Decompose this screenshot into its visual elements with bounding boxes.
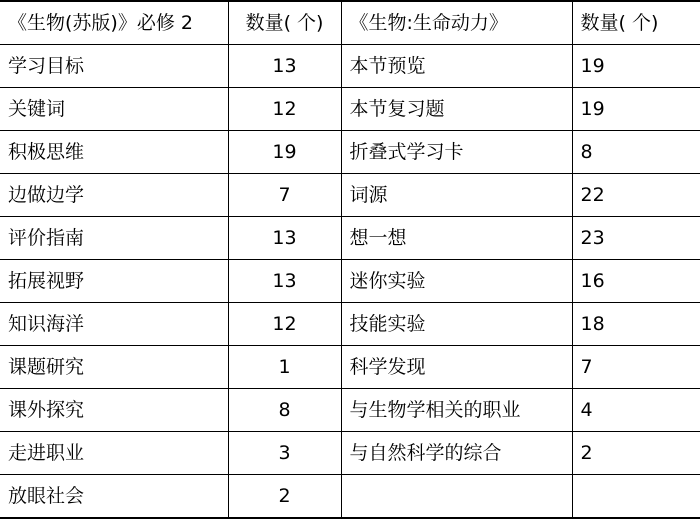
cell-right-count: 19	[572, 45, 700, 88]
cell-left-count: 8	[228, 389, 341, 432]
cell-left-label: 课外探究	[0, 389, 228, 432]
table-row	[0, 88, 700, 131]
column-header-count-b: 数量( 个)	[572, 1, 700, 45]
cell-left-label: 课题研究	[0, 346, 228, 389]
table-row	[0, 303, 700, 346]
cell-left-count: 19	[228, 131, 341, 174]
cell-left-count: 3	[228, 432, 341, 475]
cell-left-count: 1	[228, 346, 341, 389]
cell-right-label: 想一想	[341, 217, 572, 260]
table-row	[0, 389, 700, 432]
cell-right-count: 18	[572, 303, 700, 346]
cell-right-label: 折叠式学习卡	[341, 131, 572, 174]
cell-right-label: 迷你实验	[341, 260, 572, 303]
table-row	[0, 260, 700, 303]
column-header-textbook-a: 《生物(苏版)》必修 2	[0, 1, 228, 45]
table-row	[0, 432, 700, 475]
column-header-textbook-b: 《生物:生命动力》	[341, 1, 572, 45]
cell-left-label: 边做边学	[0, 174, 228, 217]
cell-left-count: 13	[228, 45, 341, 88]
table-row	[0, 174, 700, 217]
cell-right-label	[341, 475, 572, 519]
table-row	[0, 131, 700, 174]
cell-right-label: 技能实验	[341, 303, 572, 346]
cell-right-count: 16	[572, 260, 700, 303]
cell-left-count: 12	[228, 88, 341, 131]
cell-left-label: 评价指南	[0, 217, 228, 260]
cell-left-label: 拓展视野	[0, 260, 228, 303]
cell-left-count: 12	[228, 303, 341, 346]
table-header-row	[0, 1, 700, 45]
cell-left-label: 走进职业	[0, 432, 228, 475]
cell-right-label: 本节预览	[341, 45, 572, 88]
cell-right-label: 词源	[341, 174, 572, 217]
column-header-count-a: 数量( 个)	[228, 1, 341, 45]
cell-right-label: 与自然科学的综合	[341, 432, 572, 475]
table-row	[0, 217, 700, 260]
cell-right-count: 8	[572, 131, 700, 174]
cell-left-label: 知识海洋	[0, 303, 228, 346]
cell-left-label: 学习目标	[0, 45, 228, 88]
cell-left-label: 积极思维	[0, 131, 228, 174]
cell-right-count: 4	[572, 389, 700, 432]
table-row	[0, 45, 700, 88]
cell-left-count: 2	[228, 475, 341, 519]
cell-right-count: 7	[572, 346, 700, 389]
cell-left-count: 7	[228, 174, 341, 217]
cell-right-count	[572, 475, 700, 519]
cell-right-count: 2	[572, 432, 700, 475]
table-row	[0, 475, 700, 519]
cell-right-label: 本节复习题	[341, 88, 572, 131]
cell-right-count: 22	[572, 174, 700, 217]
table-row	[0, 346, 700, 389]
cell-left-count: 13	[228, 260, 341, 303]
cell-right-count: 23	[572, 217, 700, 260]
cell-right-count: 19	[572, 88, 700, 131]
cell-left-label: 关键词	[0, 88, 228, 131]
cell-right-label: 与生物学相关的职业	[341, 389, 572, 432]
cell-left-count: 13	[228, 217, 341, 260]
cell-right-label: 科学发现	[341, 346, 572, 389]
cell-left-label: 放眼社会	[0, 475, 228, 519]
